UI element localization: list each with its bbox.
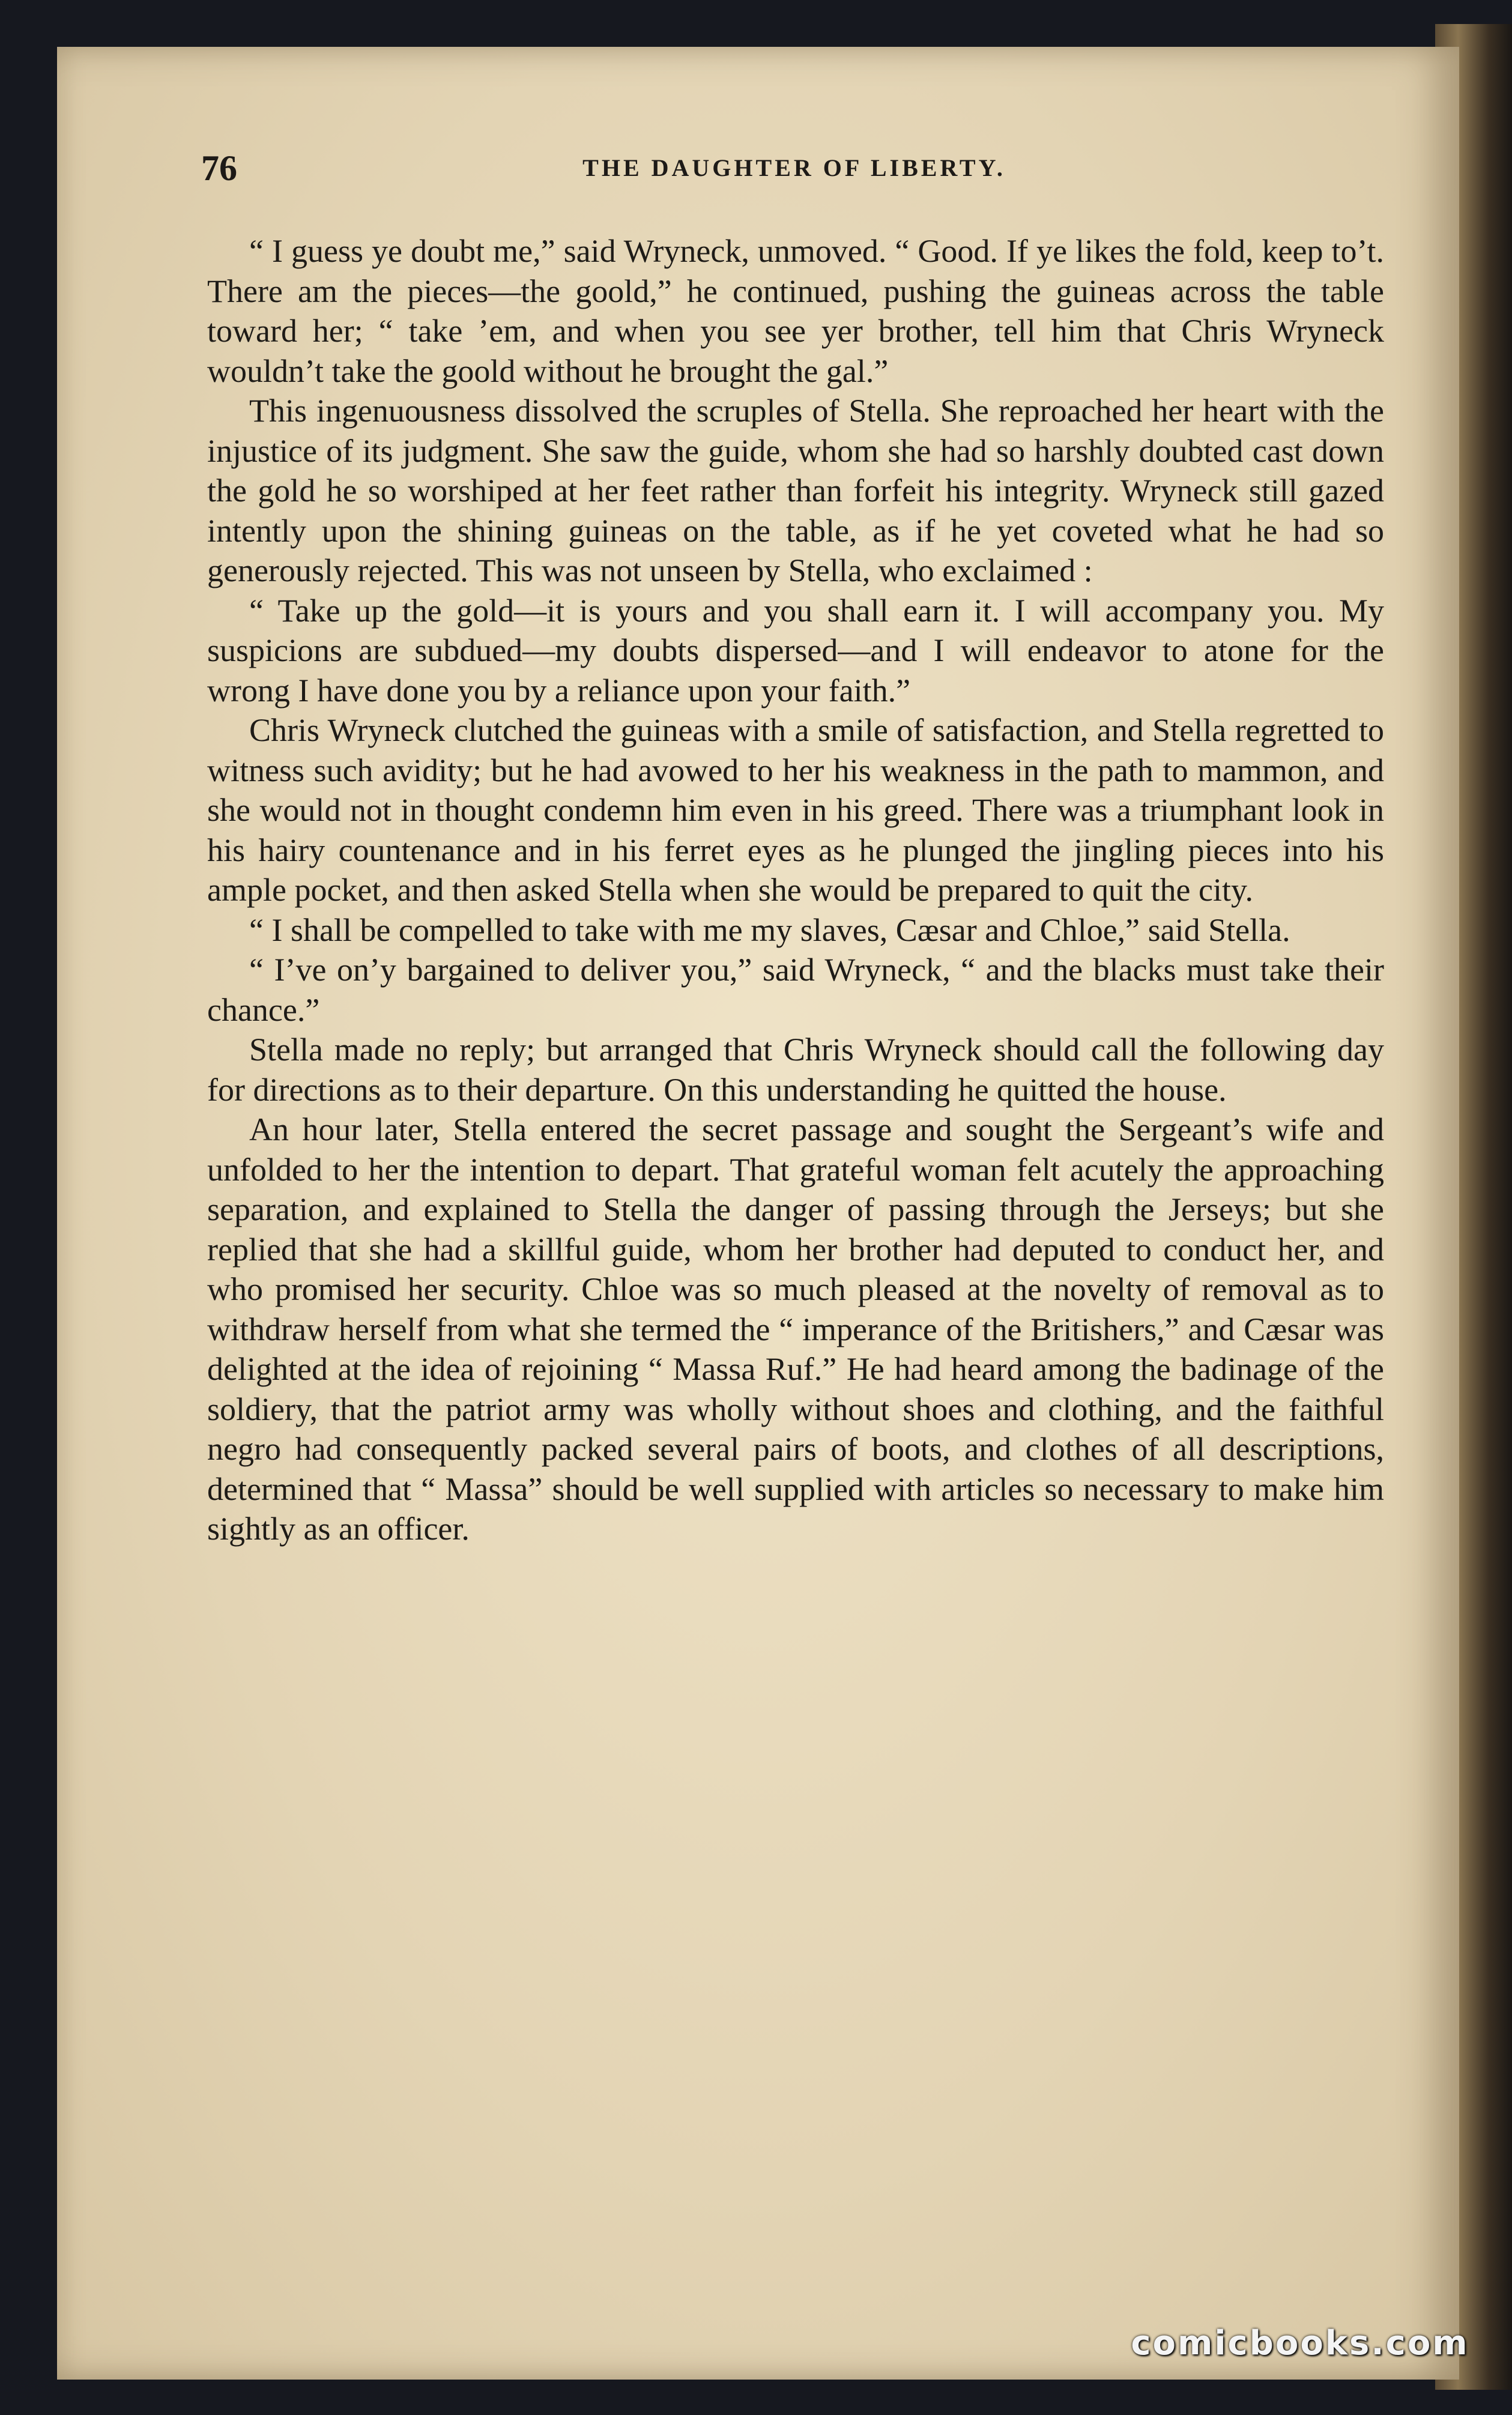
watermark: comicbooks.com — [1131, 2324, 1469, 2363]
paragraph-4: Chris Wryneck clutched the guineas with a smile of satisfaction, and Stella regretted to witness such avidity; but he had avowed to her his weakness in the path to mammon, and she would not in thought condemn him even in his greed. There was a triumphant look in his hairy countenance and in his ferret eyes as he plunged the jingling pieces into his ample pocket, and then asked Stella when she would be prepared to quit the city. — [207, 712, 1384, 908]
running-header — [201, 147, 1387, 189]
paragraph-2: This ingenuousness dissolved the scruples of Stella. She reproached her heart with the injustice of its judgment. She saw the guide, whom she had so harshly doubted cast down the gold he so worshiped at her feet rather than forfeit his integrity. Wryneck still gazed intently upon the shining guineas on the table, as if he yet coveted what he had so generously rejected. This was not unseen by Stella, who exclaimed : — [207, 393, 1384, 588]
paragraph-7: Stella made no reply; but arranged that Chris Wryneck should call the following day for directions as to their departure. On this understanding he quitted the house. — [207, 1032, 1384, 1108]
body-text — [207, 231, 1384, 1549]
paragraph-3: “ Take up the gold—it is yours and you shall earn it. I will accompany you. My suspicions are subdued—my doubts dispersed—and I will endeavor to atone for the wrong I have done you by a reliance upon your faith.” — [207, 592, 1384, 709]
paragraph-6: “ I’ve on’y bargained to deliver you,” said Wryneck, “ and the blacks must take their chance.” — [207, 952, 1384, 1028]
paragraph-5: “ I shall be compelled to take with me my slaves, Cæsar and Chloe,” said Stella. — [249, 911, 1290, 948]
page-number: 76 — [201, 148, 237, 188]
paragraph-1: “ I guess ye doubt me,” said Wryneck, unmoved. “ Good. If ye likes the fold, keep to’t. There am the pieces—the goold,” he continued, pushing the guineas across the table toward her; “ take ’em, and when you see yer brother, tell him that Chris Wryneck wouldn’t take the goold without he brought the gal.” — [207, 233, 1384, 389]
paragraph-8: An hour later, Stella entered the secret passage and sought the Sergeant’s wife and unfolded to her the intention to depart. That grateful woman felt acutely the approaching separation, and explained to Stella the danger of passing through the Jerseys; but she replied that she had a skillful guide, whom her brother had deputed to conduct her, and who promised her security. Chloe was so much pleased at the novelty of removal as to withdraw herself from what she termed the “ imperance of the Britishers,” and Cæsar was delighted at the idea of rejoining “ Massa Ruf.” He had heard among the badinage of the soldiery, that the patriot army was wholly without shoes and clothing, and the faithful negro had consequently packed several pairs of boots, and clothes of all descriptions, determined that “ Massa” should be well supplied with articles so necessary to make him sightly as an officer. — [207, 1111, 1384, 1547]
running-title: THE DAUGHTER OF LIBERTY. — [582, 154, 1006, 181]
